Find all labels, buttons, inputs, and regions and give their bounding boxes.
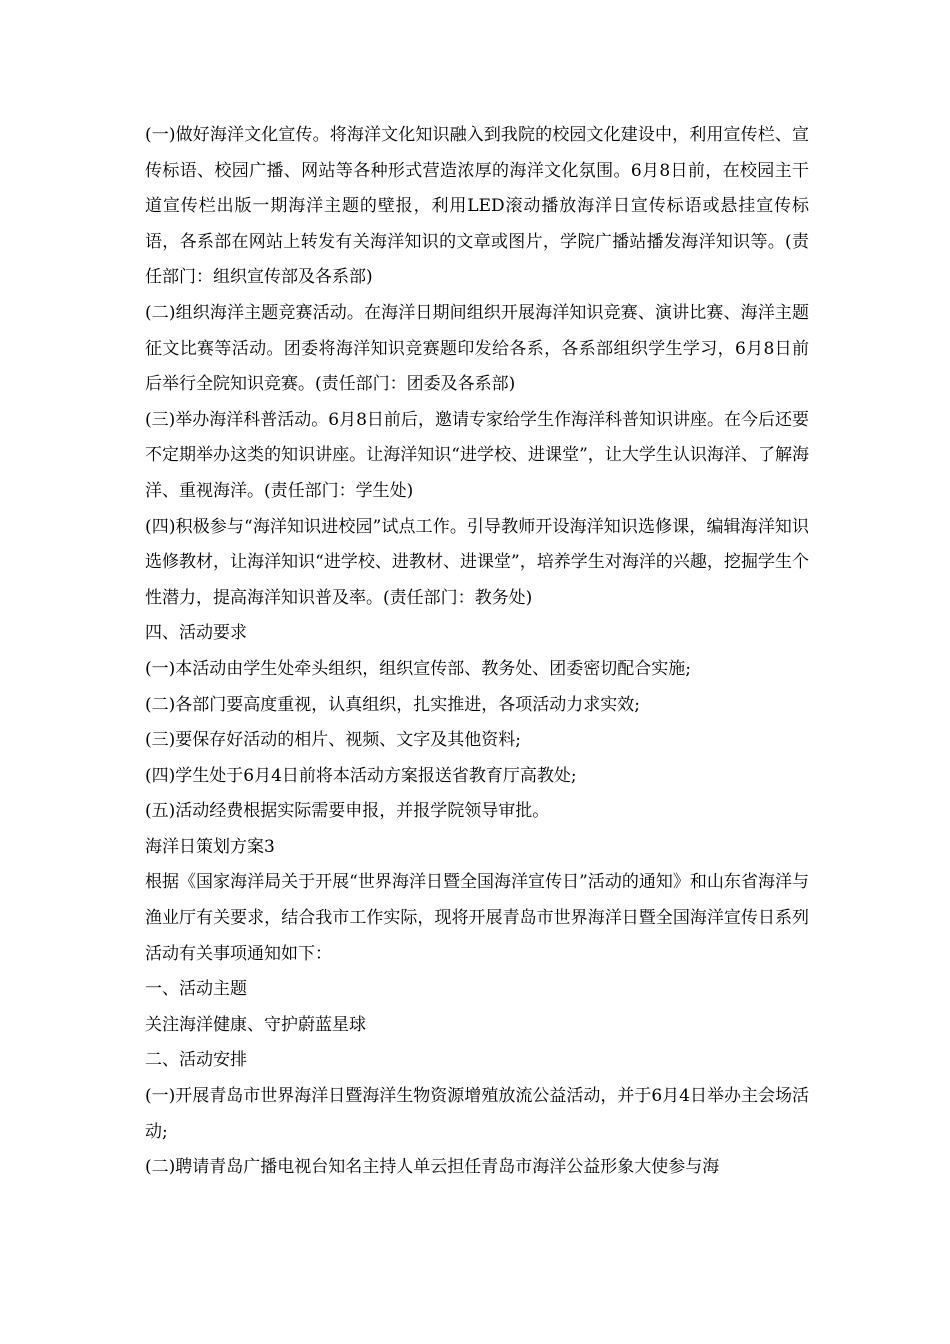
plan-title: 海洋日策划方案3 <box>145 836 275 857</box>
section-heading-theme: 一、活动主题 <box>145 979 247 1000</box>
list-item: (二)聘请青岛广播电视台知名主持人单云担任青岛市海洋公益形象大使参与海 <box>145 1157 720 1178</box>
paragraph-science-lecture: (三)举办海洋科普活动。6月8日前后，邀请专家给学生作海洋科普知识讲座。在今后还要不定期举办这类的知识讲座。让海洋知识“进学校、进课堂”，让大学生认识海洋、了解海洋、重视海洋。(责任部门：学生处) <box>145 409 809 501</box>
list-item: (四)学生处于6月4日前将本活动方案报送省教育厅高教处; <box>145 765 577 786</box>
list-item: (三)要保存好活动的相片、视频、文字及其他资料; <box>145 730 521 751</box>
theme-text: 关注海洋健康、守护蔚蓝星球 <box>145 1014 366 1035</box>
paragraph-intro: 根据《国家海洋局关于开展“世界海洋日暨全国海洋宣传日”活动的通知》和山东省海洋与渔业厅有关要求，结合我市工作实际，现将开展青岛市世界海洋日暨全国海洋宣传日系列活动有关事项通知如下： <box>145 872 809 964</box>
paragraph-publicity: (一)做好海洋文化宣传。将海洋文化知识融入到我院的校园文化建设中，利用宣传栏、宣传标语、校园广播、网站等各种形式营造浓厚的海洋文化氛围。6月8日前，在校园主干道宣传栏出版一期海洋主题的壁报，利用LED滚动播放海洋日宣传标语或悬挂宣传标语，各系部在网站上转发有关海洋知识的文章或图片，学院广播站播发海洋知识等。(责任部门：组织宣传部及各系部) <box>145 125 809 288</box>
paragraph-campus-pilot: (四)积极参与“海洋知识进校园”试点工作。引导教师开设海洋知识选修课，编辑海洋知识选修教材，让海洋知识“进学校、进教材、进课堂”，培养学生对海洋的兴趣，挖掘学生个性潜力，提高海洋知识普及率。(责任部门：教务处) <box>145 516 809 608</box>
list-item: (五)活动经费根据实际需要申报，并报学院领导审批。 <box>145 801 550 822</box>
list-item: (一)开展青岛市世界海洋日暨海洋生物资源增殖放流公益活动，并于6月4日举办主会场活动; <box>145 1086 809 1142</box>
section-heading-arrangement: 二、活动安排 <box>145 1050 247 1071</box>
list-item: (一)本活动由学生处牵头组织，组织宣传部、教务处、团委密切配合实施; <box>145 658 691 679</box>
paragraph-competition: (二)组织海洋主题竞赛活动。在海洋日期间组织开展海洋知识竞赛、演讲比赛、海洋主题征文比赛等活动。团委将海洋知识竞赛题印发给各系，各系部组织学生学习，6月8日前后举行全院知识竞赛。(责任部门：团委及各系部) <box>145 302 809 395</box>
list-item: (二)各部门要高度重视，认真组织，扎实推进，各项活动力求实效; <box>145 694 640 715</box>
section-heading-requirements: 四、活动要求 <box>145 623 247 644</box>
document-body <box>145 118 809 1186</box>
